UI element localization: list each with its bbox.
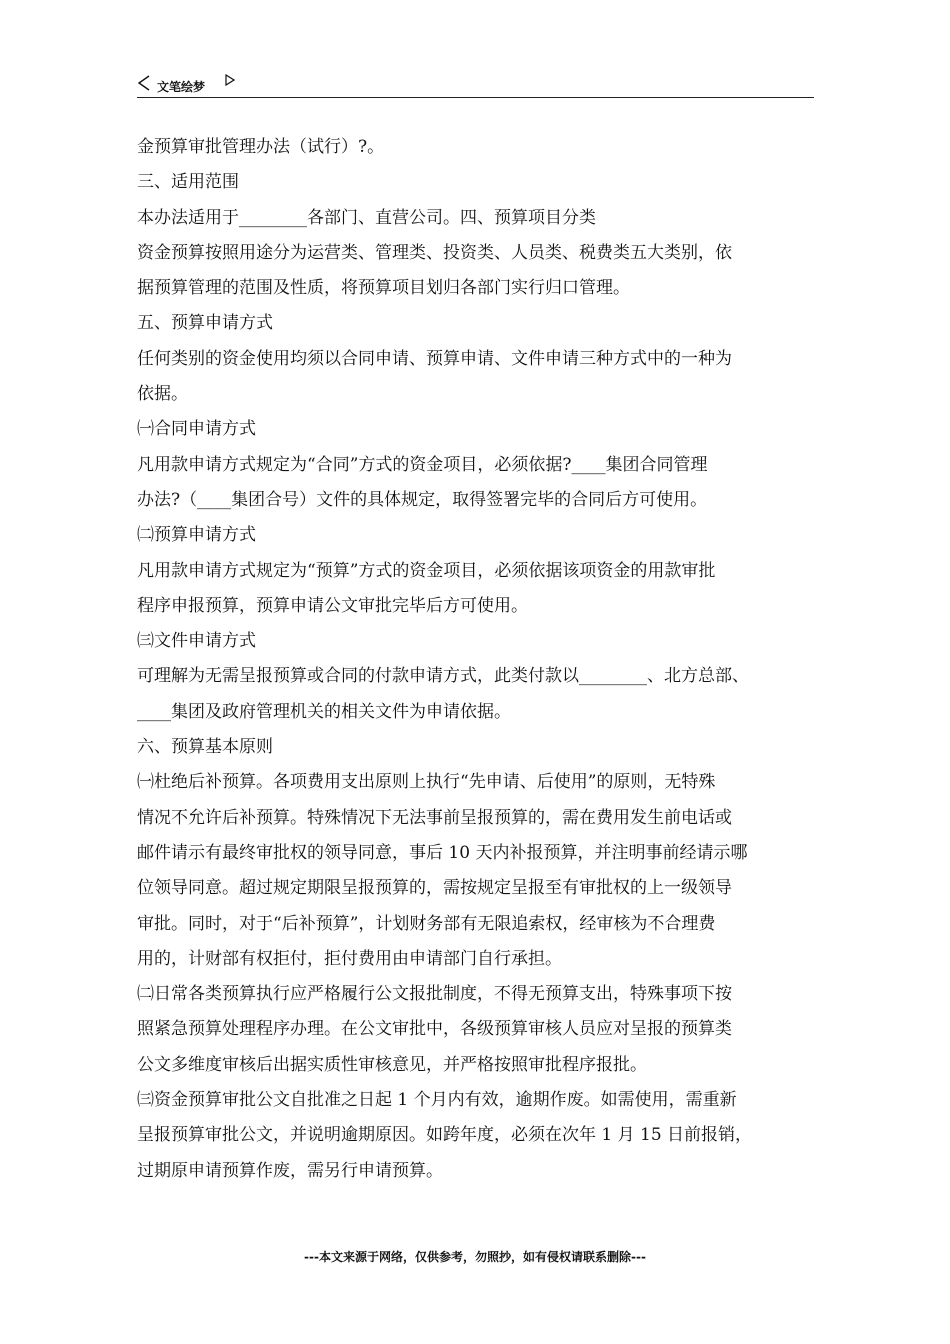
document-body <box>137 130 817 1189</box>
text-line: 程序申报预算，预算申请公文审批完毕后方可使用。 <box>137 595 528 616</box>
text-line: 依据。 <box>137 384 188 405</box>
text-line: 位领导同意。超过规定期限呈报预算的，需按规定呈报至有审批权的上一级领导 <box>137 878 732 899</box>
triangle-left-icon <box>137 75 151 91</box>
text-line: 凡用款申请方式规定为“预算”方式的资金项目，必须依据该项资金的用款审批 <box>137 560 716 581</box>
text-line: 用的，计财部有权拒付，拒付费用由申请部门自行承担。 <box>137 948 562 969</box>
footer-disclaimer: ---本文来源于网络，仅供参考，勿照抄，如有侵权请联系删除--- <box>304 1250 646 1264</box>
text-line: 审批。同时，对于“后补预算”，计划财务部有无限追索权，经审核为不合理费 <box>137 913 716 934</box>
text-line: 本办法适用于________各部门、直营公司。四、预算项目分类 <box>137 207 596 228</box>
text-line: 办法?（____集团合号）文件的具体规定，取得签署完毕的合同后方可使用。 <box>137 489 708 510</box>
text-line: ____集团及政府管理机关的相关文件为申请依据。 <box>137 701 511 722</box>
text-line: ㈢资金预算审批公文自批准之日起 1 个月内有效，逾期作废。如需使用，需重新 <box>137 1090 737 1111</box>
text-line: 六、预算基本原则 <box>137 737 273 758</box>
text-line: 凡用款申请方式规定为“合同”方式的资金项目，必须依据?____集团合同管理 <box>137 454 708 475</box>
text-line: 情况不允许后补预算。特殊情况下无法事前呈报预算的，需在费用发生前电话或 <box>137 807 732 828</box>
text-line: 照紧急预算处理程序办理。在公文审批中，各级预算审核人员应对呈报的预算类 <box>137 1019 732 1040</box>
text-line: 可理解为无需呈报预算或合同的付款申请方式，此类付款以________、北方总部、 <box>137 666 749 687</box>
text-line: ㈠杜绝后补预算。各项费用支出原则上执行“先申请、后使用”的原则，无特殊 <box>137 772 716 793</box>
text-line: 三、适用范围 <box>137 172 239 193</box>
page-header <box>137 72 814 98</box>
text-line: 五、预算申请方式 <box>137 313 273 334</box>
text-line: ㈡日常各类预算执行应严格履行公文报批制度，不得无预算支出，特殊事项下按 <box>137 984 732 1005</box>
text-line: 过期原申请预算作废，需另行申请预算。 <box>137 1160 443 1181</box>
text-line: 任何类别的资金使用均须以合同申请、预算申请、文件申请三种方式中的一种为 <box>137 348 732 369</box>
text-line: 资金预算按照用途分为运营类、管理类、投资类、人员类、税费类五大类别，依 <box>137 242 732 263</box>
text-line: 呈报预算审批公文，并说明逾期原因。如跨年度，必须在次年 1 月 15 日前报销， <box>137 1125 753 1146</box>
text-line: ㈡预算申请方式 <box>137 525 256 546</box>
text-line: 据预算管理的范围及性质，将预算项目划归各部门实行归口管理。 <box>137 278 630 299</box>
text-line: 金预算审批管理办法（试行）?。 <box>137 137 385 157</box>
text-line: 邮件请示有最终审批权的领导同意，事后 10 天内补报预算，并注明事前经请示哪 <box>137 842 748 863</box>
text-line: ㈢文件申请方式 <box>137 631 256 652</box>
text-line: 公文多维度审核后出据实质性审核意见，并严格按照审批程序报批。 <box>137 1054 647 1075</box>
header-brand: 文笔绘梦 <box>157 80 206 94</box>
text-line: ㈠合同申请方式 <box>137 419 256 440</box>
triangle-right-icon <box>225 74 235 86</box>
header-rule <box>137 97 814 98</box>
